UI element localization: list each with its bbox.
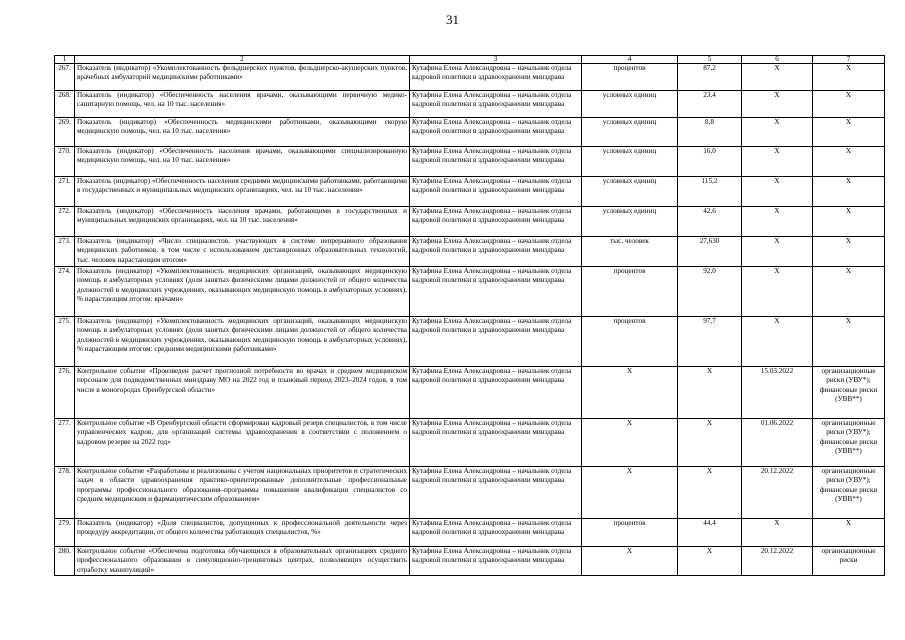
row-number: 272. <box>55 207 75 237</box>
unit-of-measure: процентов <box>582 519 678 547</box>
due-date: Х <box>742 64 813 91</box>
col-header-4: 4 <box>582 56 678 64</box>
target-value: 27,630 <box>678 237 742 267</box>
due-date: Х <box>742 237 813 267</box>
due-date: Х <box>742 519 813 547</box>
indicator-text: Контрольное событие «Произведен расчет прогнозной потребности во врачах и среднем медицинском персонале для подведомственных минздраву МО на 2022 год и плановый период 2023–2024 годов, в том числе в моногородах Оренбургской области» <box>75 367 410 419</box>
target-value: 42,6 <box>678 207 742 237</box>
due-date: Х <box>742 207 813 237</box>
table-row <box>55 118 885 147</box>
unit-of-measure: условных единиц <box>582 91 678 118</box>
indicator-text: Показатель (индикатор) «Обеспеченность населения врачами, работающими в государственных и муниципальных медицинских организациях, чел. на 10 тыс. населения» <box>75 207 410 237</box>
row-number: 269. <box>55 118 75 147</box>
row-number: 275. <box>55 317 75 367</box>
responsible-person: Кутафина Елена Александровна – начальник отдела кадровой политики в здравоохранении минздрава <box>410 207 582 237</box>
risk-info: Х <box>813 118 885 147</box>
col-header-1: 1 <box>55 56 75 64</box>
due-date: Х <box>742 177 813 207</box>
row-number: 276. <box>55 367 75 419</box>
risk-info: организационные риски (УВУ*); финансовые риски (УВВ**) <box>813 467 885 519</box>
target-value: Х <box>678 419 742 467</box>
risk-info: Х <box>813 91 885 118</box>
risk-info: Х <box>813 64 885 91</box>
responsible-person: Кутафина Елена Александровна – начальник отдела кадровой политики в здравоохранении минздрава <box>410 91 582 118</box>
table-row <box>55 547 885 576</box>
row-number: 274. <box>55 267 75 317</box>
target-value: 115,2 <box>678 177 742 207</box>
risk-info: организационные риски (УВУ*); финансовые риски (УВВ**) <box>813 367 885 419</box>
row-number: 271. <box>55 177 75 207</box>
table-row <box>55 207 885 237</box>
row-number: 279. <box>55 519 75 547</box>
indicator-text: Показатель (индикатор) «Обеспеченность населения врачами, оказывающими первичную медико-санитарную помощь, чел. на 10 тыс. населения» <box>75 91 410 118</box>
target-value: 23,4 <box>678 91 742 118</box>
indicator-text: Показатель (индикатор) «Обеспеченность населения средними медицинскими работниками, работающими в государственных и муниципальных медицинских организациях, чел. на 10 тыс. населения» <box>75 177 410 207</box>
unit-of-measure: Х <box>582 547 678 576</box>
unit-of-measure: процентов <box>582 317 678 367</box>
table-row <box>55 419 885 467</box>
target-value: 92,0 <box>678 267 742 317</box>
unit-of-measure: условных единиц <box>582 207 678 237</box>
unit-of-measure: процентов <box>582 64 678 91</box>
unit-of-measure: Х <box>582 367 678 419</box>
unit-of-measure: Х <box>582 467 678 519</box>
responsible-person: Кутафина Елена Александровна – начальник отдела кадровой политики в здравоохранении минздрава <box>410 317 582 367</box>
target-value: Х <box>678 547 742 576</box>
target-value: Х <box>678 467 742 519</box>
table-row <box>55 91 885 118</box>
due-date: Х <box>742 317 813 367</box>
indicator-text: Контрольное событие «Разработаны и реализованы с учетом национальных приоритетов и стратегических задач в области здравоохранения практико-ориентированные дополнительные профессиональные программы профессионального образования–программы повышения квалификации специалистов со средним медицинским и фармацевтическим образованием» <box>75 467 410 519</box>
table-row <box>55 267 885 317</box>
indicator-text: Показатель (индикатор) «Укомплектованность медицинских организаций, оказывающих медицинскую помощь в амбулаторных условиях (доля занятых физическими лицами должностей от общего количества должностей в медицинских учреждениях, оказывающих медицинскую помощь в амбулаторных условиях), % нарастающим итогом: средними медицинскими работниками» <box>75 317 410 367</box>
risk-info: организационные риски (УВУ*); финансовые риски (УВВ**) <box>813 419 885 467</box>
due-date: Х <box>742 118 813 147</box>
due-date: 20.12.2022 <box>742 467 813 519</box>
risk-info: Х <box>813 177 885 207</box>
row-number: 270. <box>55 147 75 177</box>
row-number: 267. <box>55 64 75 91</box>
indicator-text: Показатель (индикатор) «Число специалистов, участвующих в системе непрерывного образования медицинских работников, в том числе с использованием дистанционных образовательных технологий, тыс. человек нарастающим итогом» <box>75 237 410 267</box>
risk-info: Х <box>813 317 885 367</box>
risk-info: Х <box>813 267 885 317</box>
due-date: 15.03.2022 <box>742 367 813 419</box>
indicator-text: Показатель (индикатор) «Обеспеченность медицинскими работниками, оказывающими скорую медицинскую помощь, чел. на 10 тыс. населения» <box>75 118 410 147</box>
row-number: 277. <box>55 419 75 467</box>
unit-of-measure: условных единиц <box>582 177 678 207</box>
responsible-person: Кутафина Елена Александровна – начальник отдела кадровой политики в здравоохранении минздрава <box>410 118 582 147</box>
responsible-person: Кутафина Елена Александровна – начальник отдела кадровой политики в здравоохранении минздрава <box>410 367 582 419</box>
table-row <box>55 519 885 547</box>
indicator-text: Показатель (индикатор) «Обеспеченность населения врачами, оказывающими специализированную медицинскую помощь, чел. на 10 тыс. населения» <box>75 147 410 177</box>
responsible-person: Кутафина Елена Александровна – начальник отдела кадровой политики в здравоохранении минздрава <box>410 519 582 547</box>
table-row <box>55 237 885 267</box>
target-value: 97,7 <box>678 317 742 367</box>
table-row <box>55 317 885 367</box>
unit-of-measure: условных единиц <box>582 147 678 177</box>
responsible-person: Кутафина Елена Александровна – начальник отдела кадровой политики в здравоохранении минздрава <box>410 177 582 207</box>
indicator-text: Показатель (индикатор) «Укомплектованность фельдшерских пунктов, фельдшерско-акушерских пунктов, врачебных амбулаторий медицинскими работниками» <box>75 64 410 91</box>
responsible-person: Кутафина Елена Александровна – начальник отдела кадровой политики в здравоохранении минздрава <box>410 64 582 91</box>
due-date: Х <box>742 91 813 118</box>
col-header-7: 7 <box>813 56 885 64</box>
col-header-2: 2 <box>75 56 410 64</box>
table-row <box>55 177 885 207</box>
table-row <box>55 64 885 91</box>
target-value: 44,4 <box>678 519 742 547</box>
indicator-text: Показатель (индикатор) «Доля специалистов, допущенных к профессиональной деятельности через процедуру аккредитации, от общего количества работающих специалистов, %» <box>75 519 410 547</box>
row-number: 268. <box>55 91 75 118</box>
row-number: 278. <box>55 467 75 519</box>
row-number: 280. <box>55 547 75 576</box>
due-date: 01.06.2022 <box>742 419 813 467</box>
col-header-6: 6 <box>742 56 813 64</box>
table-body <box>55 64 885 576</box>
col-header-3: 3 <box>410 56 582 64</box>
risk-info: организационные риски <box>813 547 885 576</box>
unit-of-measure: Х <box>582 419 678 467</box>
risk-info: Х <box>813 207 885 237</box>
row-number: 273. <box>55 237 75 267</box>
risk-info: Х <box>813 237 885 267</box>
indicator-text: Контрольное событие «Обеспечена подготовка обучающихся в образовательных организациях среднего профессионального образования в симуляционно-тренинговых центрах, позволяющих осуществить отработку манипуляций» <box>75 547 410 576</box>
indicator-text: Показатель (индикатор) «Укомплектованность медицинских организаций, оказывающих медицинскую помощь в амбулаторных условиях (доля занятых физическими лицами должностей от общего количества должностей в медицинских учреждениях, оказывающих медицинскую помощь в амбулаторных условиях), % нарастающим итогом: врачами» <box>75 267 410 317</box>
table-row <box>55 147 885 177</box>
plan-table <box>54 55 885 576</box>
col-header-5: 5 <box>678 56 742 64</box>
indicator-text: Контрольное событие «В Оренбургской области сформирован кадровый резерв специалистов, в том числе управленческих кадров, для организаций системы здравоохранения в соответствии с положением о кадровом резерве на 2022 год» <box>75 419 410 467</box>
target-value: 8,8 <box>678 118 742 147</box>
responsible-person: Кутафина Елена Александровна – начальник отдела кадровой политики в здравоохранении минздрава <box>410 237 582 267</box>
unit-of-measure: тыс. человек <box>582 237 678 267</box>
responsible-person: Кутафина Елена Александровна – начальник отдела кадровой политики в здравоохранении минздрава <box>410 547 582 576</box>
responsible-person: Кутафина Елена Александровна – начальник отдела кадровой политики в здравоохранении минздрава <box>410 419 582 467</box>
target-value: 87,2 <box>678 64 742 91</box>
due-date: Х <box>742 267 813 317</box>
responsible-person: Кутафина Елена Александровна – начальник отдела кадровой политики в здравоохранении минздрава <box>410 147 582 177</box>
due-date: Х <box>742 147 813 177</box>
table-row <box>55 467 885 519</box>
risk-info: Х <box>813 519 885 547</box>
due-date: 20.12.2022 <box>742 547 813 576</box>
responsible-person: Кутафина Елена Александровна – начальник отдела кадровой политики в здравоохранении минздрава <box>410 467 582 519</box>
target-value: 16,0 <box>678 147 742 177</box>
target-value: Х <box>678 367 742 419</box>
header-row <box>55 56 885 64</box>
risk-info: Х <box>813 147 885 177</box>
unit-of-measure: условных единиц <box>582 118 678 147</box>
page-number: 31 <box>446 12 459 27</box>
responsible-person: Кутафина Елена Александровна – начальник отдела кадровой политики в здравоохранении минздрава <box>410 267 582 317</box>
table-row <box>55 367 885 419</box>
unit-of-measure: процентов <box>582 267 678 317</box>
